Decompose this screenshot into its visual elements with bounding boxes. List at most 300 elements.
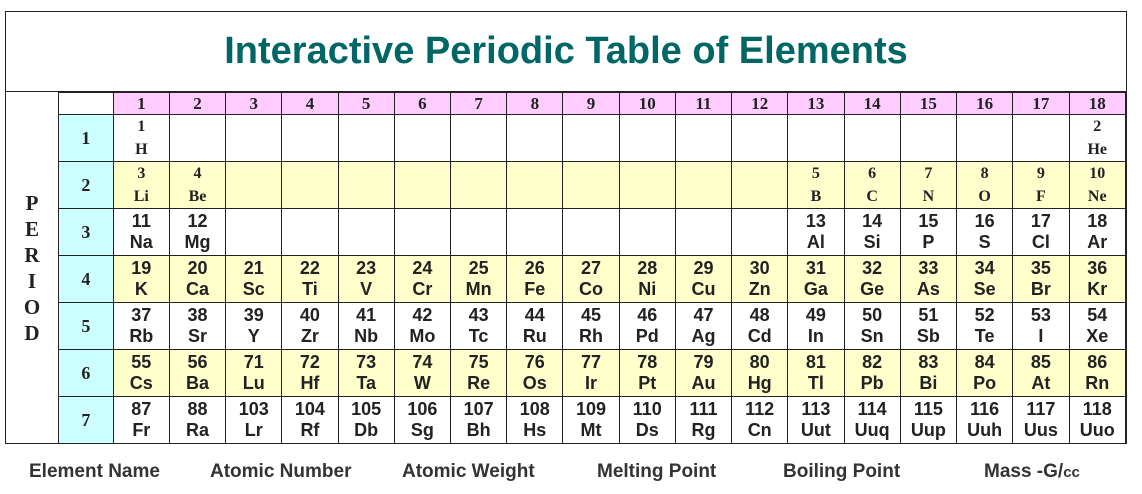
atomic-number: 53	[1030, 305, 1051, 325]
element-cell-rh[interactable]	[563, 303, 619, 350]
element-cell-mt[interactable]	[563, 397, 619, 444]
element-cell-al[interactable]	[788, 209, 844, 256]
element-cell-ga[interactable]	[788, 256, 844, 303]
element-cell-k[interactable]	[113, 256, 169, 303]
element-cell-po[interactable]	[957, 350, 1013, 397]
element-cell-sr[interactable]	[169, 303, 225, 350]
element-content	[170, 352, 225, 394]
element-symbol: As	[916, 279, 940, 299]
element-cell-re[interactable]	[450, 350, 506, 397]
element-content	[1013, 399, 1068, 441]
element-cell-na[interactable]	[113, 209, 169, 256]
element-symbol: Uuq	[854, 420, 890, 440]
element-symbol: Be	[188, 188, 207, 205]
atomic-number: 43	[468, 305, 489, 325]
element-symbol: Cs	[129, 373, 153, 393]
element-content	[170, 211, 225, 253]
element-cell-zn[interactable]	[732, 256, 788, 303]
element-cell-h[interactable]	[113, 115, 169, 162]
element-content	[676, 305, 731, 347]
element-content	[226, 305, 281, 347]
element-cell-bh[interactable]	[450, 397, 506, 444]
table-corner	[59, 93, 114, 115]
element-cell-cn[interactable]	[732, 397, 788, 444]
empty-cell	[675, 162, 731, 209]
empty-cell	[338, 209, 394, 256]
element-cell-lu[interactable]	[226, 350, 282, 397]
period-header-7[interactable]: 7	[59, 397, 114, 444]
element-symbol: Mg	[184, 232, 211, 252]
element-symbol: Ge	[860, 279, 885, 299]
element-cell-cr[interactable]	[394, 256, 450, 303]
element-content	[114, 211, 169, 253]
element-content	[845, 399, 900, 441]
element-symbol: Au	[691, 373, 716, 393]
element-cell-rf[interactable]	[282, 397, 338, 444]
element-cell-db[interactable]	[338, 397, 394, 444]
atomic-number: 17	[1030, 211, 1051, 231]
element-cell-nb[interactable]	[338, 303, 394, 350]
element-cell-rg[interactable]	[675, 397, 731, 444]
group-header-3[interactable]: 3	[226, 93, 282, 115]
legend-mass[interactable]	[984, 461, 1080, 483]
element-content	[170, 258, 225, 300]
element-content	[451, 258, 506, 300]
element-cell-ni[interactable]	[619, 256, 675, 303]
element-symbol: Co	[579, 279, 604, 299]
element-cell-ta[interactable]	[338, 350, 394, 397]
element-cell-au[interactable]	[675, 350, 731, 397]
element-content	[339, 399, 394, 441]
element-symbol: Ir	[585, 373, 598, 393]
group-header-10[interactable]: 10	[619, 93, 675, 115]
element-content	[788, 211, 843, 253]
element-cell-si[interactable]	[844, 209, 900, 256]
element-symbol: Uuo	[1079, 420, 1115, 440]
element-symbol: Uup	[910, 420, 946, 440]
atomic-number: 116	[970, 399, 1000, 419]
element-symbol: Uut	[800, 420, 831, 440]
element-cell-mo[interactable]	[394, 303, 450, 350]
atomic-number: 4	[193, 165, 202, 182]
period-header-1[interactable]: 1	[59, 115, 114, 162]
element-cell-se[interactable]	[957, 256, 1013, 303]
element-cell-n[interactable]	[900, 162, 956, 209]
element-cell-ru[interactable]	[507, 303, 563, 350]
empty-cell	[732, 209, 788, 256]
period-axis-letter: O	[23, 294, 41, 319]
group-header-1[interactable]: 1	[113, 93, 169, 115]
element-cell-hf[interactable]	[282, 350, 338, 397]
element-cell-uup[interactable]	[900, 397, 956, 444]
element-cell-cd[interactable]	[732, 303, 788, 350]
element-symbol: Rf	[300, 420, 320, 440]
group-header-7[interactable]: 7	[450, 93, 506, 115]
element-cell-sn[interactable]	[844, 303, 900, 350]
element-symbol: Ag	[691, 326, 716, 346]
empty-cell	[226, 162, 282, 209]
element-cell-zr[interactable]	[282, 303, 338, 350]
atomic-number: 85	[1030, 352, 1051, 372]
element-content	[282, 352, 337, 394]
element-symbol: Cd	[747, 326, 772, 346]
element-cell-rn[interactable]	[1069, 350, 1125, 397]
atomic-number: 71	[243, 352, 264, 372]
element-cell-y[interactable]	[226, 303, 282, 350]
empty-cell	[732, 115, 788, 162]
element-symbol: Tc	[468, 326, 489, 346]
atomic-number: 8	[980, 165, 989, 182]
atomic-number: 40	[299, 305, 320, 325]
element-cell-li[interactable]	[113, 162, 169, 209]
element-symbol: Kr	[1087, 279, 1108, 299]
atomic-number: 21	[243, 258, 264, 278]
atomic-number: 7	[924, 165, 933, 182]
atomic-number: 74	[412, 352, 433, 372]
element-content	[563, 399, 618, 441]
element-content	[957, 399, 1012, 441]
element-symbol: Zn	[748, 279, 771, 299]
atomic-number: 30	[749, 258, 770, 278]
period-axis-letter: E	[24, 216, 39, 241]
element-content	[114, 305, 169, 347]
element-cell-w[interactable]	[394, 350, 450, 397]
element-cell-os[interactable]	[507, 350, 563, 397]
atomic-number: 39	[243, 305, 264, 325]
period-axis-letter: I	[27, 268, 37, 293]
atomic-number: 45	[581, 305, 602, 325]
element-content	[226, 399, 281, 441]
element-content	[901, 399, 956, 441]
atomic-number: 108	[519, 399, 550, 419]
legend-boiling-point[interactable]: Boiling Point	[783, 461, 901, 482]
atomic-number: 56	[187, 352, 208, 372]
element-content	[957, 352, 1012, 394]
element-symbol: Ga	[803, 279, 828, 299]
group-header-6[interactable]: 6	[394, 93, 450, 115]
element-symbol: Ra	[186, 420, 210, 440]
empty-cell	[282, 115, 338, 162]
element-cell-cl[interactable]	[1013, 209, 1069, 256]
element-cell-fe[interactable]	[507, 256, 563, 303]
element-content	[901, 162, 956, 208]
empty-cell	[507, 209, 563, 256]
element-content	[395, 305, 450, 347]
element-content	[339, 352, 394, 394]
element-symbol: Bh	[466, 420, 491, 440]
element-cell-uus[interactable]	[1013, 397, 1069, 444]
element-cell-hg[interactable]	[732, 350, 788, 397]
element-content	[1070, 305, 1125, 347]
element-cell-tl[interactable]	[788, 350, 844, 397]
group-header-11[interactable]: 11	[675, 93, 731, 115]
element-cell-v[interactable]	[338, 256, 394, 303]
empty-cell	[788, 115, 844, 162]
group-header-16[interactable]: 16	[957, 93, 1013, 115]
element-symbol: Cn	[747, 420, 772, 440]
element-cell-ne[interactable]	[1069, 162, 1125, 209]
element-content	[114, 399, 169, 441]
periodic-table-frame	[5, 11, 1127, 444]
element-cell-ra[interactable]	[169, 397, 225, 444]
atomic-number: 12	[187, 211, 208, 231]
element-symbol: Li	[133, 188, 149, 205]
legend-mass-unit: cc	[1063, 464, 1080, 481]
element-cell-s[interactable]	[957, 209, 1013, 256]
element-content	[170, 162, 225, 208]
element-symbol: Cr	[412, 279, 433, 299]
element-cell-ir[interactable]	[563, 350, 619, 397]
element-content	[845, 305, 900, 347]
element-content	[507, 305, 562, 347]
empty-cell	[394, 209, 450, 256]
periodic-table	[58, 92, 1126, 444]
atomic-number: 44	[524, 305, 545, 325]
element-cell-tc[interactable]	[450, 303, 506, 350]
period-axis-letter: P	[25, 190, 39, 215]
element-cell-uuq[interactable]	[844, 397, 900, 444]
element-symbol: O	[978, 188, 991, 205]
element-content	[170, 305, 225, 347]
atomic-number: 14	[862, 211, 883, 231]
element-symbol: Se	[973, 279, 996, 299]
element-cell-ba[interactable]	[169, 350, 225, 397]
element-cell-c[interactable]	[844, 162, 900, 209]
empty-cell	[169, 115, 225, 162]
page-title: Interactive Periodic Table of Elements	[6, 12, 1126, 92]
period-header-5[interactable]: 5	[59, 303, 114, 350]
atomic-number: 48	[749, 305, 770, 325]
atomic-number: 118	[1082, 399, 1112, 419]
period-header-4[interactable]: 4	[59, 256, 114, 303]
element-cell-f[interactable]	[1013, 162, 1069, 209]
element-cell-pd[interactable]	[619, 303, 675, 350]
element-content	[339, 305, 394, 347]
atomic-number: 49	[805, 305, 826, 325]
atomic-number: 105	[351, 399, 382, 419]
element-cell-i[interactable]	[1013, 303, 1069, 350]
atomic-number: 15	[918, 211, 939, 231]
element-cell-te[interactable]	[957, 303, 1013, 350]
group-header-8[interactable]: 8	[507, 93, 563, 115]
empty-cell	[563, 209, 619, 256]
element-cell-o[interactable]	[957, 162, 1013, 209]
empty-cell	[282, 209, 338, 256]
element-cell-bi[interactable]	[900, 350, 956, 397]
element-content	[845, 162, 900, 208]
element-symbol: Te	[974, 326, 995, 346]
atomic-number: 34	[974, 258, 995, 278]
element-content	[788, 162, 843, 208]
element-cell-uut[interactable]	[788, 397, 844, 444]
element-cell-ar[interactable]	[1069, 209, 1125, 256]
group-header-2[interactable]: 2	[169, 93, 225, 115]
group-header-5[interactable]: 5	[338, 93, 394, 115]
legend-melting-point[interactable]: Melting Point	[597, 461, 717, 482]
element-cell-rb[interactable]	[113, 303, 169, 350]
group-header-13[interactable]: 13	[788, 93, 844, 115]
element-cell-be[interactable]	[169, 162, 225, 209]
empty-cell	[675, 209, 731, 256]
element-symbol: Sg	[410, 420, 434, 440]
element-cell-p[interactable]	[900, 209, 956, 256]
legend-atomic-weight[interactable]: Atomic Weight	[402, 461, 535, 482]
element-content	[845, 258, 900, 300]
period-header-2[interactable]: 2	[59, 162, 114, 209]
element-symbol: I	[1038, 326, 1044, 346]
element-cell-he[interactable]	[1069, 115, 1125, 162]
element-symbol: Uuh	[967, 420, 1003, 440]
element-content	[1070, 399, 1125, 441]
element-symbol: At	[1031, 373, 1051, 393]
element-content	[620, 305, 675, 347]
element-cell-uuo[interactable]	[1069, 397, 1125, 444]
atomic-number: 10	[1089, 165, 1106, 182]
element-content	[507, 399, 562, 441]
group-header-17[interactable]: 17	[1013, 93, 1069, 115]
empty-cell	[394, 162, 450, 209]
element-symbol: Lu	[242, 373, 265, 393]
legend-atomic-number[interactable]: Atomic Number	[210, 461, 352, 482]
element-cell-at[interactable]	[1013, 350, 1069, 397]
element-cell-as[interactable]	[900, 256, 956, 303]
empty-cell	[619, 115, 675, 162]
element-symbol: Os	[522, 373, 547, 393]
atomic-number: 80	[749, 352, 770, 372]
atomic-number: 106	[407, 399, 438, 419]
group-header-4[interactable]: 4	[282, 93, 338, 115]
atomic-number: 1	[137, 118, 146, 135]
element-cell-ge[interactable]	[844, 256, 900, 303]
element-cell-pb[interactable]	[844, 350, 900, 397]
element-symbol: Cu	[691, 279, 716, 299]
atomic-number: 13	[805, 211, 826, 231]
atomic-number: 109	[576, 399, 607, 419]
element-symbol: Re	[467, 373, 491, 393]
element-symbol: Sn	[860, 326, 884, 346]
element-symbol: Fr	[132, 420, 151, 440]
element-cell-uuh[interactable]	[957, 397, 1013, 444]
element-cell-ag[interactable]	[675, 303, 731, 350]
element-content	[1013, 211, 1068, 253]
group-header-18[interactable]: 18	[1069, 93, 1125, 115]
element-content	[1070, 211, 1125, 253]
element-symbol: He	[1087, 141, 1108, 158]
element-cell-br[interactable]	[1013, 256, 1069, 303]
element-content	[114, 162, 169, 208]
element-cell-mg[interactable]	[169, 209, 225, 256]
element-cell-sc[interactable]	[226, 256, 282, 303]
element-symbol: Y	[247, 326, 260, 346]
atomic-number: 88	[187, 399, 208, 419]
element-cell-co[interactable]	[563, 256, 619, 303]
atomic-number: 19	[131, 258, 152, 278]
empty-cell	[619, 162, 675, 209]
element-cell-lr[interactable]	[226, 397, 282, 444]
element-symbol: Br	[1030, 279, 1051, 299]
element-content	[732, 258, 787, 300]
element-cell-mn[interactable]	[450, 256, 506, 303]
period-axis-label	[6, 91, 58, 444]
element-cell-sg[interactable]	[394, 397, 450, 444]
element-cell-in[interactable]	[788, 303, 844, 350]
empty-cell	[957, 115, 1013, 162]
element-cell-pt[interactable]	[619, 350, 675, 397]
element-symbol: Ar	[1087, 232, 1108, 252]
element-symbol: Rn	[1085, 373, 1110, 393]
atomic-number: 16	[974, 211, 995, 231]
element-content	[114, 258, 169, 300]
element-symbol: P	[922, 232, 935, 252]
atomic-number: 22	[299, 258, 320, 278]
legend-element-name[interactable]: Element Name	[29, 461, 160, 482]
group-header-12[interactable]: 12	[732, 93, 788, 115]
atomic-number: 38	[187, 305, 208, 325]
atomic-number: 81	[805, 352, 826, 372]
element-content	[395, 399, 450, 441]
empty-cell	[450, 209, 506, 256]
element-content	[620, 258, 675, 300]
element-symbol: Ni	[638, 279, 657, 299]
element-cell-fr[interactable]	[113, 397, 169, 444]
group-header-14[interactable]: 14	[844, 93, 900, 115]
period-header-6[interactable]: 6	[59, 350, 114, 397]
element-cell-xe[interactable]	[1069, 303, 1125, 350]
element-cell-ti[interactable]	[282, 256, 338, 303]
element-content	[620, 352, 675, 394]
element-content	[563, 258, 618, 300]
element-cell-kr[interactable]	[1069, 256, 1125, 303]
element-content	[1070, 352, 1125, 394]
element-cell-cu[interactable]	[675, 256, 731, 303]
element-cell-ds[interactable]	[619, 397, 675, 444]
element-content	[957, 162, 1012, 208]
element-symbol: Ti	[302, 279, 318, 299]
element-cell-b[interactable]	[788, 162, 844, 209]
group-header-9[interactable]: 9	[563, 93, 619, 115]
element-symbol: Pt	[638, 373, 657, 393]
element-content	[114, 352, 169, 394]
group-header-15[interactable]: 15	[900, 93, 956, 115]
period-header-3[interactable]: 3	[59, 209, 114, 256]
element-symbol: Tl	[807, 373, 824, 393]
element-content	[788, 352, 843, 394]
element-symbol: Pb	[860, 373, 884, 393]
element-content	[957, 211, 1012, 253]
atomic-number: 27	[581, 258, 602, 278]
element-cell-sb[interactable]	[900, 303, 956, 350]
period-axis-letter: D	[24, 320, 40, 345]
element-cell-cs[interactable]	[113, 350, 169, 397]
atomic-number: 41	[356, 305, 377, 325]
element-content	[282, 399, 337, 441]
element-content	[451, 352, 506, 394]
element-cell-hs[interactable]	[507, 397, 563, 444]
atomic-number: 51	[918, 305, 939, 325]
element-content	[901, 211, 956, 253]
element-content	[451, 399, 506, 441]
atomic-number: 103	[238, 399, 269, 419]
element-content	[114, 115, 169, 161]
atomic-number: 87	[131, 399, 152, 419]
element-symbol: Hf	[300, 373, 320, 393]
element-symbol: In	[807, 326, 824, 346]
atomic-number: 86	[1087, 352, 1108, 372]
element-cell-ca[interactable]	[169, 256, 225, 303]
element-symbol: Mn	[465, 279, 492, 299]
element-content	[563, 352, 618, 394]
empty-cell	[338, 115, 394, 162]
